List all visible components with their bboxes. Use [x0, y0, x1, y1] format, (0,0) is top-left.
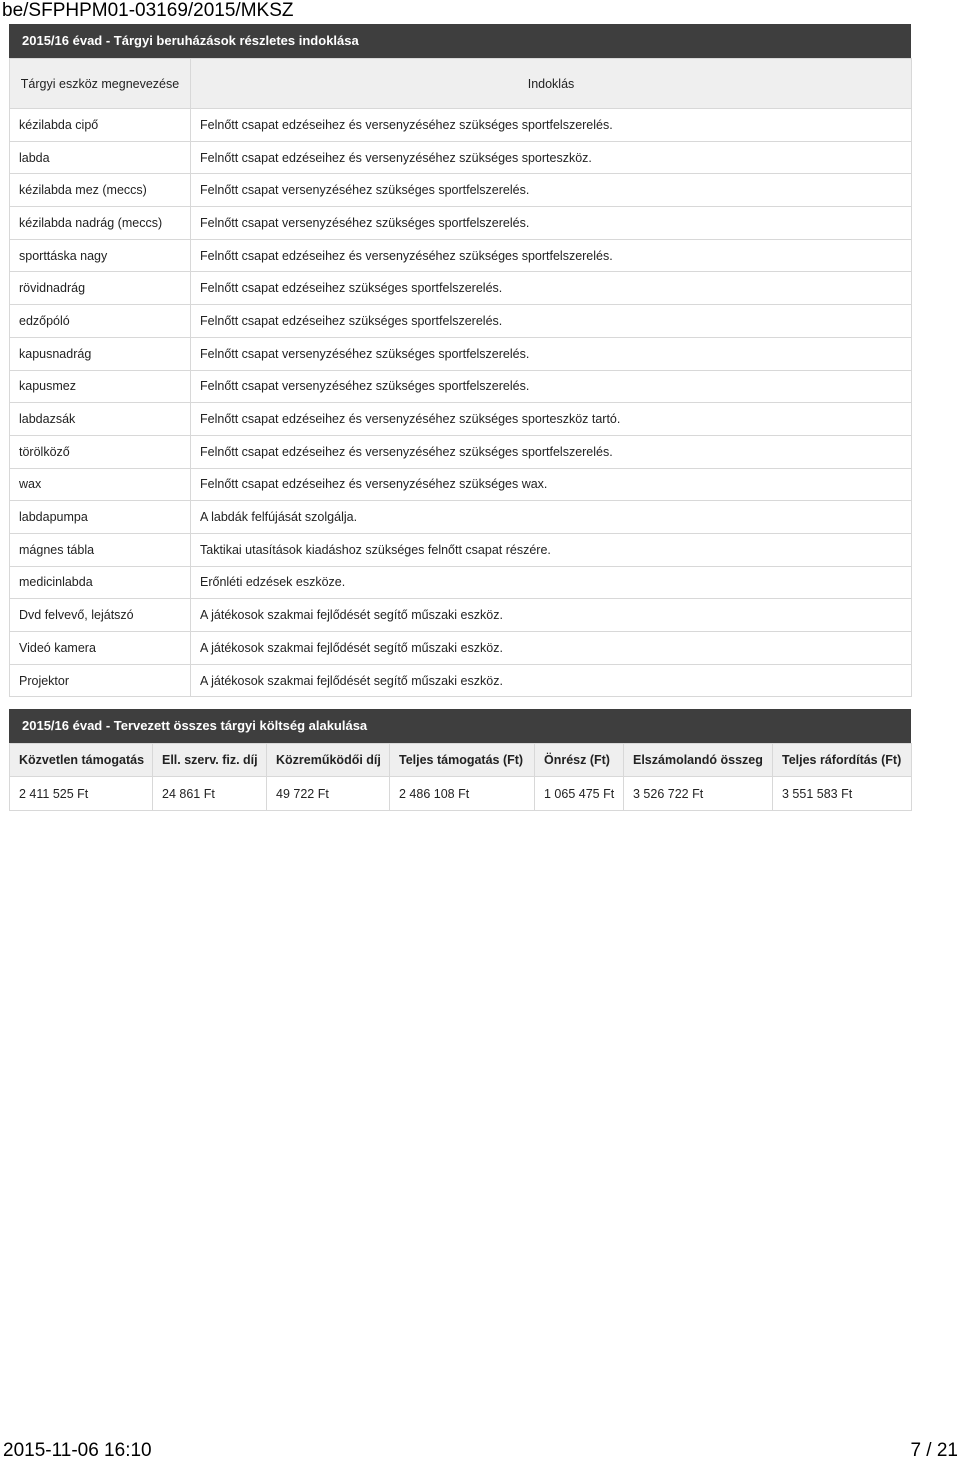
item-name-cell: labda — [10, 141, 191, 174]
table-row — [10, 305, 912, 338]
table-row — [10, 777, 912, 811]
costs-table — [9, 743, 912, 811]
reason-cell: Felnőtt csapat versenyzéséhez szükséges sportfelszerelés. — [191, 370, 912, 403]
item-name-cell: labdapumpa — [10, 501, 191, 534]
cost-value-cell: 1 065 475 Ft — [535, 777, 624, 811]
reason-cell: Felnőtt csapat versenyzéséhez szükséges sportfelszerelés. — [191, 207, 912, 240]
table-row — [10, 109, 912, 142]
column-header: Teljes támogatás (Ft) — [390, 744, 535, 777]
column-header-reason: Indoklás — [191, 59, 912, 109]
timestamp: 2015-11-06 16:10 — [3, 1440, 152, 1461]
column-header: Önrész (Ft) — [535, 744, 624, 777]
cost-value-cell: 3 526 722 Ft — [624, 777, 773, 811]
table-row — [10, 272, 912, 305]
table-row — [10, 337, 912, 370]
reason-cell: Felnőtt csapat edzéseihez és versenyzéséhez szükséges sportfelszerelés. — [191, 109, 912, 142]
item-name-cell: mágnes tábla — [10, 533, 191, 566]
item-name-cell: kézilabda nadrág (meccs) — [10, 207, 191, 240]
cost-value-cell: 2 411 525 Ft — [10, 777, 153, 811]
item-name-cell: törölköző — [10, 435, 191, 468]
item-name-cell: sporttáska nagy — [10, 239, 191, 272]
table-row — [10, 566, 912, 599]
item-name-cell: kézilabda mez (meccs) — [10, 174, 191, 207]
column-header: Elszámolandó összeg — [624, 744, 773, 777]
reason-cell: Felnőtt csapat edzéseihez és versenyzéséhez szükséges sporteszköz. — [191, 141, 912, 174]
reason-cell: A játékosok szakmai fejlődését segítő műszaki eszköz. — [191, 664, 912, 697]
item-name-cell: Videó kamera — [10, 632, 191, 665]
reason-cell: A játékosok szakmai fejlődését segítő műszaki eszköz. — [191, 632, 912, 665]
table-row — [10, 632, 912, 665]
item-name-cell: kapusmez — [10, 370, 191, 403]
column-header: Közreműködői díj — [267, 744, 390, 777]
table-row — [10, 403, 912, 436]
section-title-investments: 2015/16 évad - Tárgyi beruházások részletes indoklása — [9, 24, 911, 58]
reason-cell: A játékosok szakmai fejlődését segítő műszaki eszköz. — [191, 599, 912, 632]
reason-cell: Felnőtt csapat versenyzéséhez szükséges sportfelszerelés. — [191, 337, 912, 370]
item-name-cell: kapusnadrág — [10, 337, 191, 370]
item-name-cell: edzőpóló — [10, 305, 191, 338]
investments-table — [9, 58, 912, 697]
cost-value-cell: 24 861 Ft — [153, 777, 267, 811]
table-row — [10, 207, 912, 240]
column-header: Ell. szerv. fiz. díj — [153, 744, 267, 777]
reason-cell: Felnőtt csapat edzéseihez és versenyzéséhez szükséges sportfelszerelés. — [191, 239, 912, 272]
item-name-cell: wax — [10, 468, 191, 501]
table-row — [10, 664, 912, 697]
reason-cell: Felnőtt csapat edzéseihez és versenyzéséhez szükséges wax. — [191, 468, 912, 501]
table-row — [10, 370, 912, 403]
cost-value-cell: 3 551 583 Ft — [773, 777, 912, 811]
table-row — [10, 174, 912, 207]
item-name-cell: Projektor — [10, 664, 191, 697]
table-row — [10, 501, 912, 534]
item-name-cell: Dvd felvevő, lejátszó — [10, 599, 191, 632]
cost-value-cell: 2 486 108 Ft — [390, 777, 535, 811]
table-header-row — [10, 744, 912, 777]
column-header-item: Tárgyi eszköz megnevezése — [10, 59, 191, 109]
table-header-row — [10, 59, 912, 109]
item-name-cell: kézilabda cipő — [10, 109, 191, 142]
table-row — [10, 533, 912, 566]
cost-value-cell: 49 722 Ft — [267, 777, 390, 811]
column-header: Teljes ráfordítás (Ft) — [773, 744, 912, 777]
column-header: Közvetlen támogatás — [10, 744, 153, 777]
reason-cell: Erőnléti edzések eszköze. — [191, 566, 912, 599]
table-row — [10, 141, 912, 174]
reason-cell: Felnőtt csapat edzéseihez szükséges sportfelszerelés. — [191, 272, 912, 305]
reason-cell: Felnőtt csapat versenyzéséhez szükséges sportfelszerelés. — [191, 174, 912, 207]
item-name-cell: medicinlabda — [10, 566, 191, 599]
reason-cell: Taktikai utasítások kiadáshoz szükséges felnőtt csapat részére. — [191, 533, 912, 566]
item-name-cell: labdazsák — [10, 403, 191, 436]
table-row — [10, 239, 912, 272]
reason-cell: Felnőtt csapat edzéseihez és versenyzéséhez szükséges sportfelszerelés. — [191, 435, 912, 468]
table-row — [10, 468, 912, 501]
item-name-cell: rövidnadrág — [10, 272, 191, 305]
page-number: 7 / 21 — [910, 1440, 958, 1461]
table-row — [10, 599, 912, 632]
reason-cell: Felnőtt csapat edzéseihez szükséges sportfelszerelés. — [191, 305, 912, 338]
reason-cell: Felnőtt csapat edzéseihez és versenyzéséhez szükséges sporteszköz tartó. — [191, 403, 912, 436]
section-title-costs: 2015/16 évad - Tervezett összes tárgyi költség alakulása — [9, 709, 911, 743]
table-row — [10, 435, 912, 468]
document-id: be/SFPHPM01-03169/2015/MKSZ — [2, 0, 294, 21]
reason-cell: A labdák felfújását szolgálja. — [191, 501, 912, 534]
